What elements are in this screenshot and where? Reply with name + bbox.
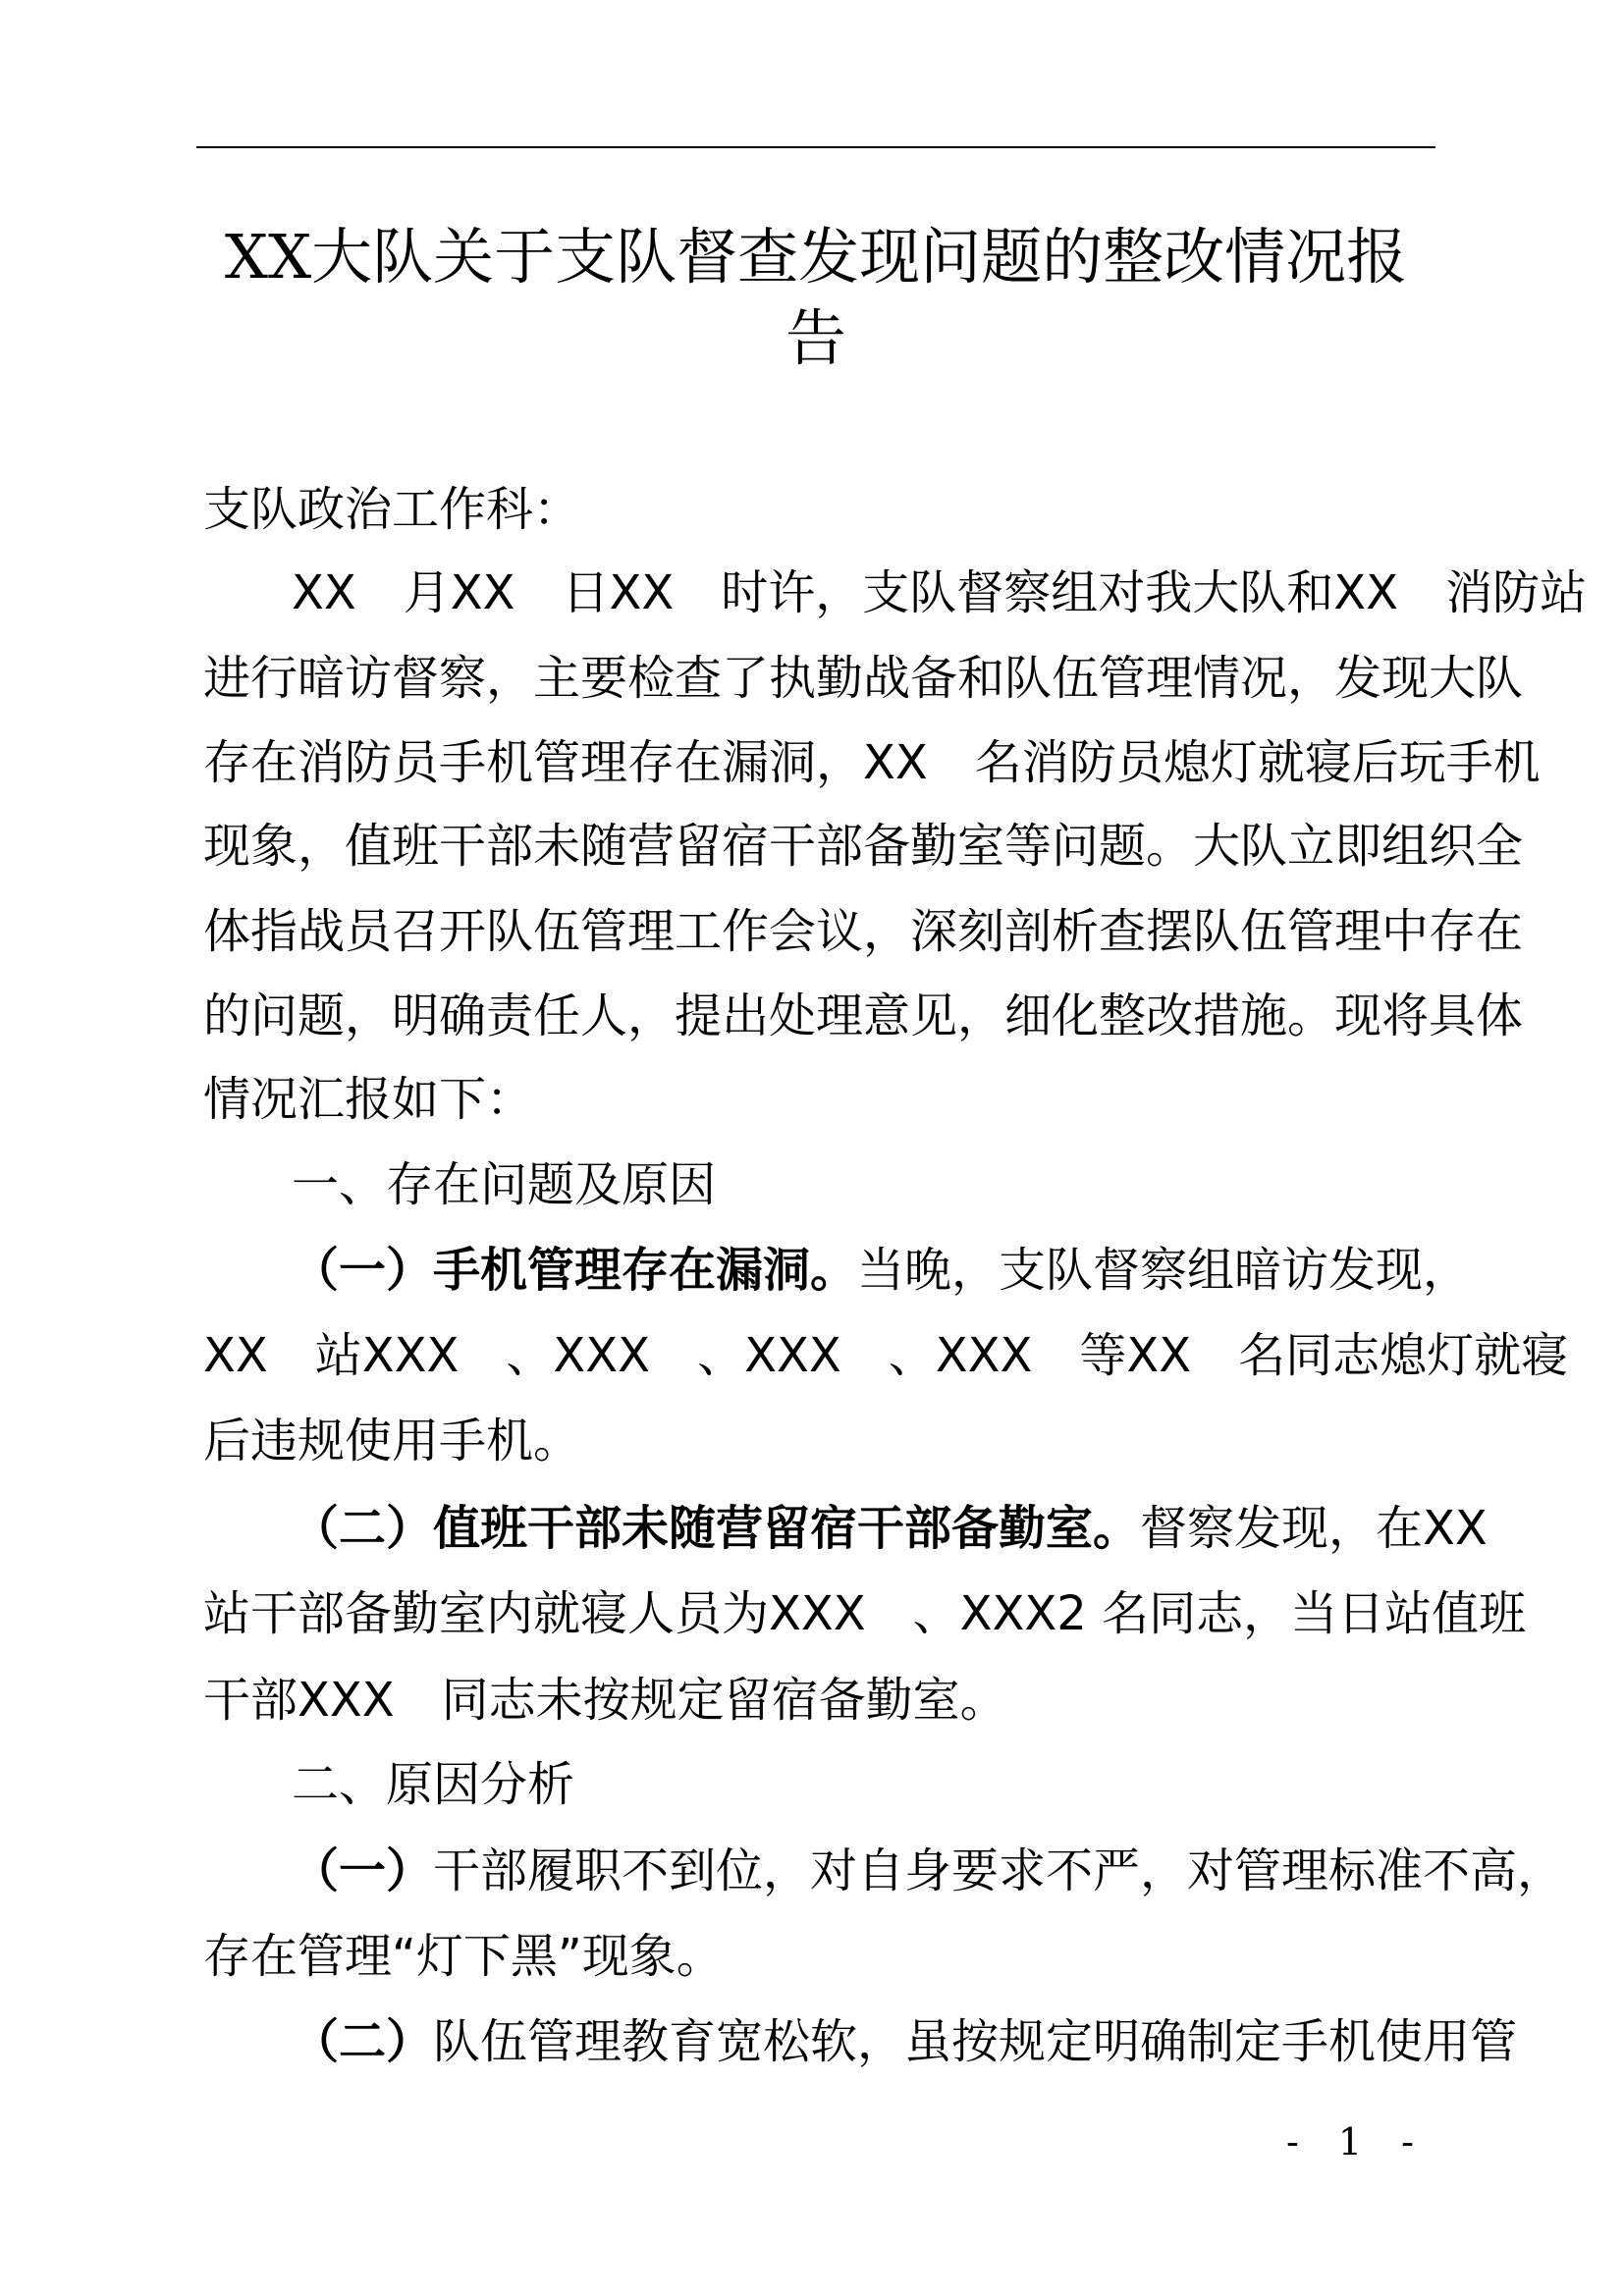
item-bold-heading: （一）手机管理存在漏洞。 [292,1243,858,1298]
section-1-item-2-line: 干部XXX 同志未按规定留宿备勤室。 [203,1673,1007,1728]
header-rule [196,146,1435,148]
section-1-item-2-line: 站干部备勤室内就寝人员为XXX 、XXX2 名同志，当日站值班 [203,1586,1527,1641]
item-text: 队伍管理教育宽松软，虽按规定明确制定手机使用管 [433,2014,1518,2069]
salutation: 支队政治工作科： [203,482,581,537]
item-bold-heading: （一） [292,1843,434,1898]
item-bold-heading: （二）值班干部未随营留宿干部备勤室。 [292,1501,1141,1556]
section-1-item-1-line: 后违规使用手机。 [203,1414,581,1468]
intro-line: 情况汇报如下： [203,1072,534,1127]
intro-line: 进行暗访督察，主要检查了执勤战备和队伍管理情况，发现大队 [203,651,1524,706]
document-title: XX大队关于支队督查发现问题的整改情况报 [224,221,1408,293]
item-text: 督察发现，在XX [1140,1501,1488,1556]
page-number: - 1 - [1286,2120,1429,2163]
intro-line: 存在消防员手机管理存在漏洞，XX 名消防员熄灯就寝后玩手机 [203,735,1541,790]
item-bold-heading: （二） [292,2014,434,2069]
item-text: 干部履职不到位，对自身要求不严，对管理标准不高， [433,1843,1565,1898]
intro-line: 体指战员召开队伍管理工作会议，深刻剖析查摆队伍管理中存在 [203,904,1524,959]
section-2-item-1 [203,1829,1565,1913]
section-2-item-2 [203,2000,1518,2084]
intro-line: 现象，值班干部未随营留宿干部备勤室等问题。大队立即组织全 [203,819,1524,874]
section-2-heading: 二、原因分析 [292,1757,575,1812]
section-2-item-1-line: 存在管理“灯下黑”现象。 [203,1929,724,1984]
intro-line: 的问题，明确责任人，提出处理意见，细化整改措施。现将具体 [203,988,1524,1043]
document-title-continued: 告 [785,302,846,374]
item-text: 当晚，支队督察组暗访发现， [857,1243,1471,1298]
section-1-item-1-line: XX 站XXX 、XXX 、XXX 、XXX 等XX 名同志熄灯就寝 [203,1328,1569,1383]
intro-line: XX 月XX 日XX 时许，支队督察组对我大队和XX 消防站 [292,565,1588,620]
section-1-item-1 [203,1228,1471,1312]
section-1-item-2 [203,1486,1488,1571]
section-1-heading: 一、存在问题及原因 [292,1157,717,1212]
